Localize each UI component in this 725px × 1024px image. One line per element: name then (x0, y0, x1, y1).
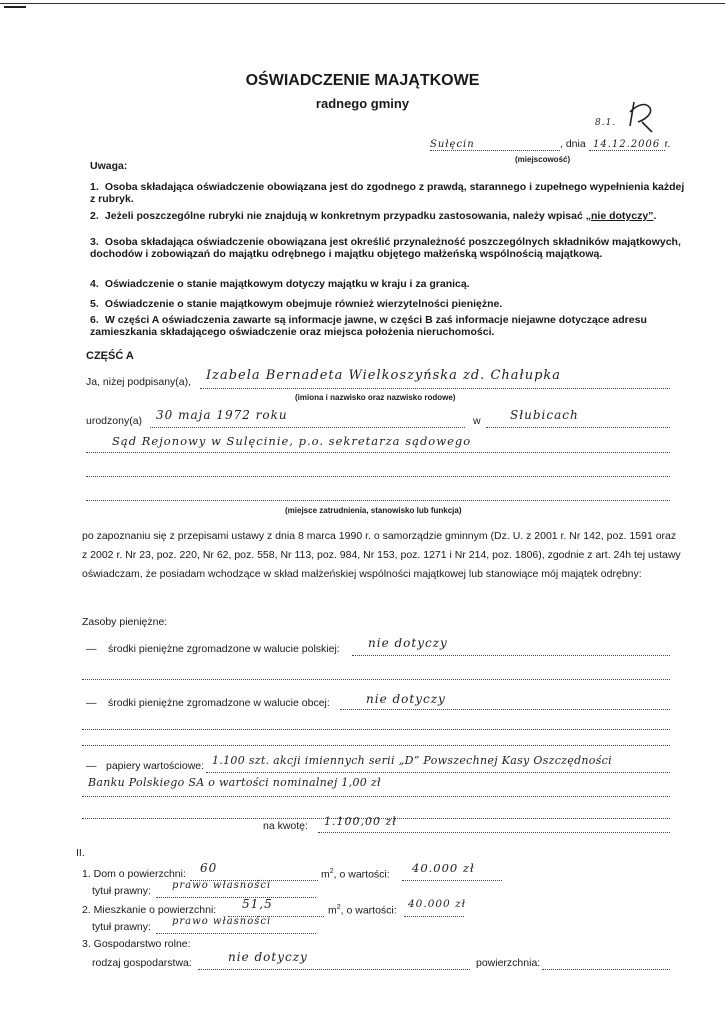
foreign-line-2 (82, 729, 670, 730)
date-label: dnia (565, 138, 586, 150)
house-title-line (156, 897, 316, 898)
pln-line-2 (82, 679, 670, 680)
foreign-line-3 (82, 745, 670, 746)
nie-dotyczy-emphasis: „nie dotyczy” (585, 210, 654, 222)
document-title: OŚWIADCZENIE MAJĄTKOWE (245, 72, 480, 89)
flat-value: 40.000 zł (408, 898, 467, 910)
pln-label: środki pieniężne zgromadzone w walucie polskiej: (108, 643, 340, 655)
amount-value: 1.100,00 zł (324, 815, 397, 828)
farm-area-line (542, 969, 670, 970)
born-date-value: 30 maja 1972 roku (156, 408, 288, 422)
amount-label: na kwotę: (263, 820, 308, 832)
farm-type-line (198, 969, 470, 970)
section-ii-heading: II. (76, 847, 85, 859)
statement-paragraph: po zapoznaniu się z przepisami ustawy z dnia 8 marca 1990 r. o samorządzie gminnym (Dz. U. z 2001 r. Nr 142, poz. 1591 oraz z 2002 r. Nr 23, poz. 220, Nr 62, poz. 558, Nr 113, poz. 984, Nr 153, poz. 1271 i Nr 214, poz. 1806), zgodnie z art. 24h tej ustawy oświadczam, że posiadam wchodzące w skład małżeńskiej wspólności majątkowej lub stanowiące mój majątek odrębny: (82, 530, 681, 580)
flat-title-line (156, 933, 316, 934)
house-area-unit: $m^2$, o wartości: (321, 868, 390, 881)
foreign-line-1 (340, 709, 670, 710)
securities-line-1 (206, 772, 670, 773)
house-title-value: prawo własności (172, 880, 272, 891)
flat-title-value: prawo własności (172, 916, 272, 927)
date-value: 14.12.2006 (589, 139, 665, 151)
uwaga-item-6: 6. W części A oświadczenia zawarte są informacje jawne, w części B zaś informacje niejawne dotyczące adresu zamieszkania składającego oświadczenie oraz miejsca położenia nieruchomości. (90, 314, 647, 338)
uwaga-item-3: 3. Osoba składająca oświadczenie obowiązana jest określić przynależność poszczególnych składników majątkowych, dochodów i zobowiązań do majątku odrębnego i majątku objętego małżeńską wspólnością majątkową. (90, 236, 681, 260)
securities-value-2: Banku Polskiego SA o wartości nominalnej 1,00 zł (88, 776, 381, 789)
place-caption: (miejscowość) (515, 155, 571, 164)
job-line-2 (86, 476, 670, 477)
scan-top-edge (0, 3, 725, 4)
uwaga-item-4: 4. Oświadczenie o stanie majątkowym dotyczy majątku w kraju i za granicą. (90, 278, 470, 290)
flat-label: 2. Mieszkanie o powierzchni: (82, 904, 217, 916)
name-label: Ja, niżej podpisany(a), (86, 376, 192, 388)
farm-type-value: nie dotyczy (228, 950, 308, 964)
pln-line-1 (352, 655, 670, 656)
house-title-label: tytuł prawny: (92, 885, 151, 897)
name-field-line (200, 388, 670, 389)
scan-corner-mark (4, 6, 26, 8)
born-place-line (486, 427, 670, 428)
flat-area-unit: $m^2$, o wartości: (328, 904, 397, 917)
house-value-line (402, 880, 502, 881)
farm-type-label: rodzaj gospodarstwa: (92, 957, 192, 969)
born-label: urodzony(a) (86, 415, 143, 427)
initials-handwritten: 8.1. (595, 118, 617, 128)
place-value: Sułęcin (430, 139, 560, 151)
job-line-3 (86, 500, 670, 501)
foreign-value: nie dotyczy (366, 692, 446, 706)
born-date-line (150, 427, 465, 428)
uwaga-heading: Uwaga: (90, 160, 128, 172)
born-place-value: Słubicach (510, 408, 579, 422)
born-in-label: w (473, 415, 481, 427)
name-caption: (imiona i nazwisko oraz nazwisko rodowe) (295, 393, 456, 402)
house-label: 1. Dom o powierzchni: (82, 868, 186, 880)
uwaga-item-2: 2. Jeżeli poszczególne rubryki nie znajdują w konkretnym przypadku zastosowania, należy wpisać „nie dotyczy”. (90, 210, 657, 222)
dash-2: — (86, 697, 97, 709)
place-date-line: Sułęcin , dnia 14.12.2006 r. (430, 138, 671, 150)
flat-area-value: 51,5 (242, 897, 273, 911)
job-caption: (miejsce zatrudnienia, stanowisko lub funkcja) (285, 506, 462, 515)
money-heading: Zasoby pieniężne: (82, 616, 168, 628)
house-value: 40.000 zł (412, 861, 475, 875)
house-area-value: 60 (200, 861, 218, 875)
document-subtitle: radnego gminy (315, 96, 410, 111)
pln-value: nie dotyczy (368, 636, 448, 650)
job-value: Sąd Rejonowy w Sulęcinie, p.o. sekretarza sądowego (112, 434, 472, 448)
uwaga-item-1: 1. Osoba składająca oświadczenie obowiązana jest do zgodnego z prawdą, starannego i zupełnego wypełnienia każdej z rubryk. (90, 181, 685, 205)
part-a-heading: CZĘŚĆ A (86, 350, 134, 362)
foreign-label: środki pieniężne zgromadzone w walucie obcej: (108, 697, 330, 709)
flat-value-line (404, 916, 464, 917)
amount-line (318, 832, 670, 833)
name-value: Izabela Bernadeta Wielkoszyńska zd. Chałupka (206, 368, 562, 383)
job-line-1 (86, 452, 670, 453)
farm-area-label: powierzchnia: (476, 957, 541, 969)
securities-label: papiery wartościowe: (106, 760, 205, 772)
securities-value-1: 1.100 szt. akcji imiennych serii „D” Powszechnej Kasy Oszczędności (212, 754, 612, 767)
securities-line-2 (82, 796, 670, 797)
dash-1: — (86, 643, 97, 655)
dash-3: — (86, 760, 97, 772)
uwaga-item-5: 5. Oświadczenie o stanie majątkowym obejmuje również wierzytelności pieniężne. (90, 298, 503, 310)
flat-title-label: tytuł prawny: (92, 921, 151, 933)
date-suffix: r. (664, 138, 671, 150)
farm-label: 3. Gospodarstwo rolne: (82, 938, 191, 950)
signature-mark (620, 98, 660, 141)
